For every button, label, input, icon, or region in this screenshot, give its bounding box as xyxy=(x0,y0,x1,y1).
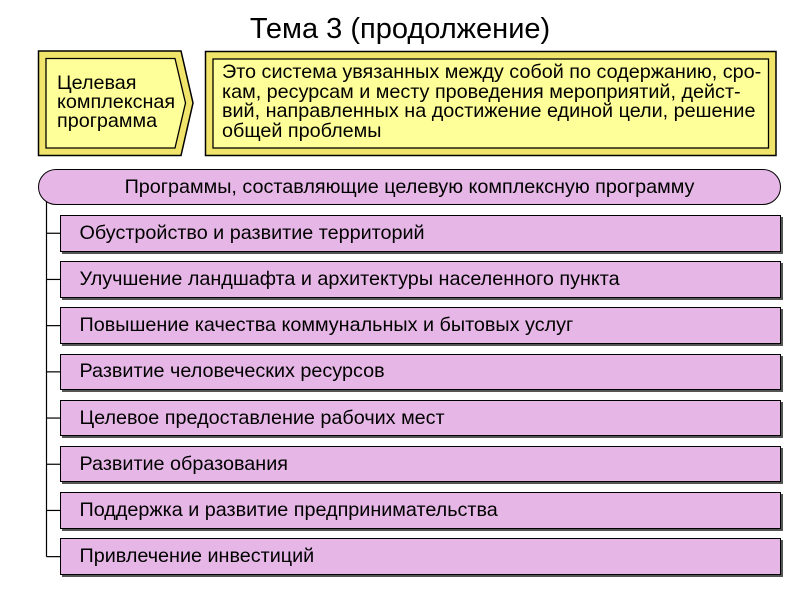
slide-title: Тема 3 (продолжение) xyxy=(249,13,551,45)
program-item: Поддержка и развитие предпринимательства xyxy=(60,492,781,529)
term-label-line: программа xyxy=(57,110,158,132)
program-item: Развитие человеческих ресурсов xyxy=(60,354,781,391)
program-item: Привлечение инвестиций xyxy=(60,538,781,575)
program-item: Развитие образования xyxy=(60,446,781,483)
term-label xyxy=(57,74,175,131)
program-list xyxy=(60,215,781,575)
definition-line: вий, направленных на достижение единой цели, решение xyxy=(222,100,756,123)
term-label-line: Целевая xyxy=(57,72,137,94)
definition-line: общей проблемы xyxy=(222,120,382,143)
programs-header: Программы, составляющие целевую комплексную программу xyxy=(38,169,781,205)
program-item: Улучшение ландшафта и архитектуры населенного пункта xyxy=(60,261,781,298)
program-item: Повышение качества коммунальных и бытовых услуг xyxy=(60,307,781,344)
definition-text xyxy=(222,63,761,142)
program-item: Обустройство и развитие территорий xyxy=(60,215,781,252)
definition-line: кам, ресурсам и месту проведения мероприятий, дейст- xyxy=(222,80,741,103)
program-item: Целевое предоставление рабочих мест xyxy=(60,400,781,437)
term-label-line: комплексная xyxy=(57,91,176,113)
definition-line: Это система увязанных между собой по содержанию, сро- xyxy=(222,61,762,83)
